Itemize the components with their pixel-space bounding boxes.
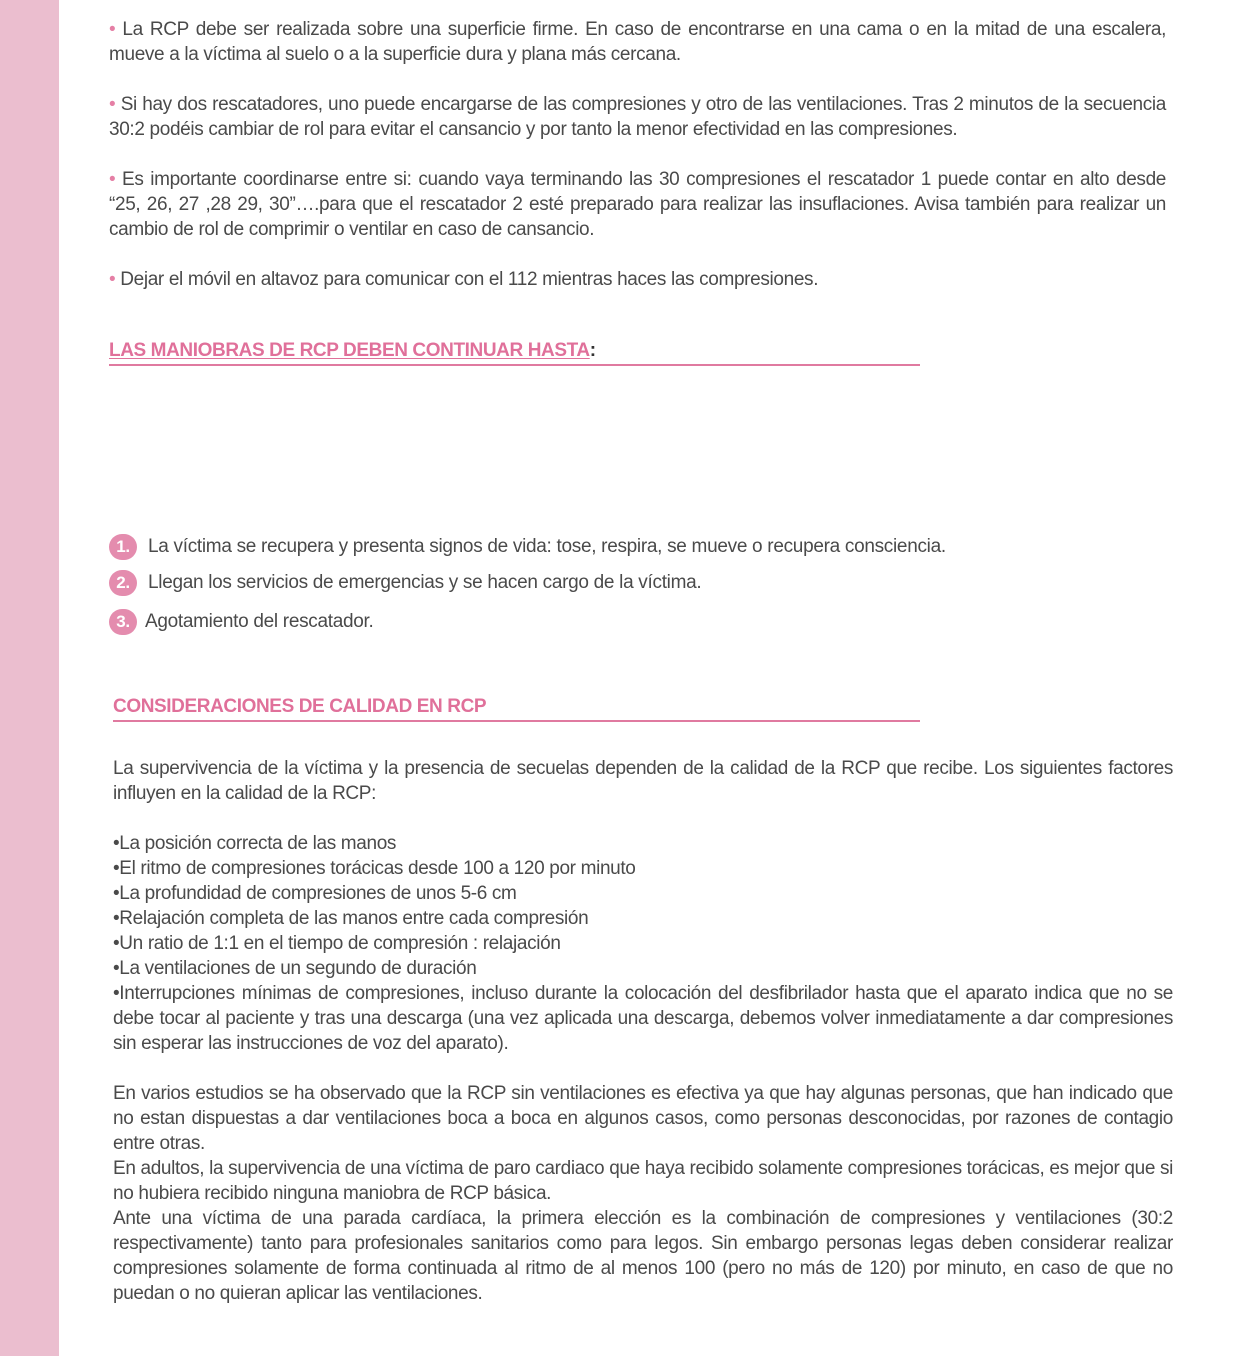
bullet-dot: • (109, 269, 116, 290)
number-badge: 1. (109, 534, 137, 560)
bullet-paragraph-1 (109, 17, 1166, 67)
factor-item: •La ventilaciones de un segundo de duración (113, 958, 477, 979)
section-heading-calidad (113, 696, 920, 722)
factor-item: •La posición correcta de las manos (113, 833, 397, 854)
numbered-item-3 (109, 608, 1109, 636)
bullet-paragraph-3 (109, 167, 1166, 242)
heading-text: CONSIDERACIONES DE CALIDAD EN RCP (113, 696, 487, 717)
number-badge: 2. (109, 570, 137, 596)
heading-colon: : (589, 340, 596, 361)
factor-item: •El ritmo de compresiones torácicas desde 100 a 120 por minuto (113, 858, 636, 879)
factor-item: •Relajación completa de las manos entre cada compresión (113, 908, 589, 929)
section-heading-continuar (109, 340, 920, 366)
intro-paragraph: La supervivencia de la víctima y la presencia de secuelas dependen de la calidad de la RCP que recibe. Los siguientes factores influyen en la calidad de la RCP: (113, 758, 1173, 804)
closing-paragraph: Ante una víctima de una parada cardíaca, la primera elección es la combinación de compresiones y ventilaciones (30:2 respectivamente) tanto para profesionales sanitarios como para legos. Sin embargo personas legas deben considerar realizar compresiones solamente de forma continuada al ritmo de al menos 100 (pero no más de 120) por minuto, en caso de que no puedan o no quieran aplicar las ventilaciones. (113, 1208, 1173, 1304)
bullet-dot: • (109, 94, 116, 115)
bullet-text: Si hay dos rescatadores, uno puede encargarse de las compresiones y otro de las ventilaciones. Tras 2 minutos de la secuencia 30:2 podéis cambiar de rol para evitar el cansancio y por tanto la menor efectividad en las compresiones. (109, 94, 1167, 140)
quality-section-body (113, 756, 1173, 1306)
bullet-dot: • (109, 169, 116, 190)
factor-item: •La profundidad de compresiones de unos 5-6 cm (113, 883, 517, 904)
bullet-text: Dejar el móvil en altavoz para comunicar con el 112 mientras haces las compresiones. (120, 269, 819, 290)
closing-paragraph: En adultos, la supervivencia de una víctima de paro cardiaco que haya recibido solamente compresiones torácicas, es mejor que si no hubiera recibido ninguna maniobra de RCP básica. (113, 1158, 1173, 1204)
bullet-dot: • (109, 19, 116, 40)
numbered-item-1 (109, 533, 1109, 561)
bullet-paragraph-2 (109, 92, 1166, 142)
bullet-text: La RCP debe ser realizada sobre una superficie firme. En caso de encontrarse en una cama o en la mitad de una escalera, mueve a la víctima al suelo o a la superficie dura y plana más cercana. (109, 19, 1167, 65)
factor-item: •Interrupciones mínimas de compresiones, incluso durante la colocación del desfibrilador hasta que el aparato indica que no se debe tocar al paciente y tras una descarga (una vez aplicada una descarga, debemos volver inmediatamente a dar compresiones sin esperar las instrucciones de voz del aparato). (113, 983, 1173, 1054)
numbered-item-text: Agotamiento del rescatador. (145, 611, 374, 632)
factor-item: •Un ratio de 1:1 en el tiempo de compresión : relajación (113, 933, 561, 954)
numbered-item-2 (109, 569, 1109, 597)
bullet-paragraph-4 (109, 267, 1166, 292)
numbered-item-text: Llegan los servicios de emergencias y se hacen cargo de la víctima. (148, 572, 702, 593)
numbered-item-text: La víctima se recupera y presenta signos de vida: tose, respira, se mueve o recupera consciencia. (148, 536, 946, 557)
number-badge: 3. (109, 609, 137, 635)
bullet-text: Es importante coordinarse entre si: cuando vaya terminando las 30 compresiones el rescatador 1 puede contar en alto desde “25, 26, 27 ,28 29, 30”….para que el rescatador 2 esté preparado para realizar las insuflaciones. Avisa también para realizar un cambio de rol de comprimir o ventilar en caso de cansancio. (109, 169, 1167, 240)
heading-text: LAS MANIOBRAS DE RCP DEBEN CONTINUAR HASTA (109, 340, 590, 361)
closing-paragraph: En varios estudios se ha observado que la RCP sin ventilaciones es efectiva ya que hay algunas personas, que han indicado que no estan dispuestas a dar ventilaciones boca a boca en algunos casos, como personas desconocidas, por razones de contagio entre otras. (113, 1083, 1173, 1154)
